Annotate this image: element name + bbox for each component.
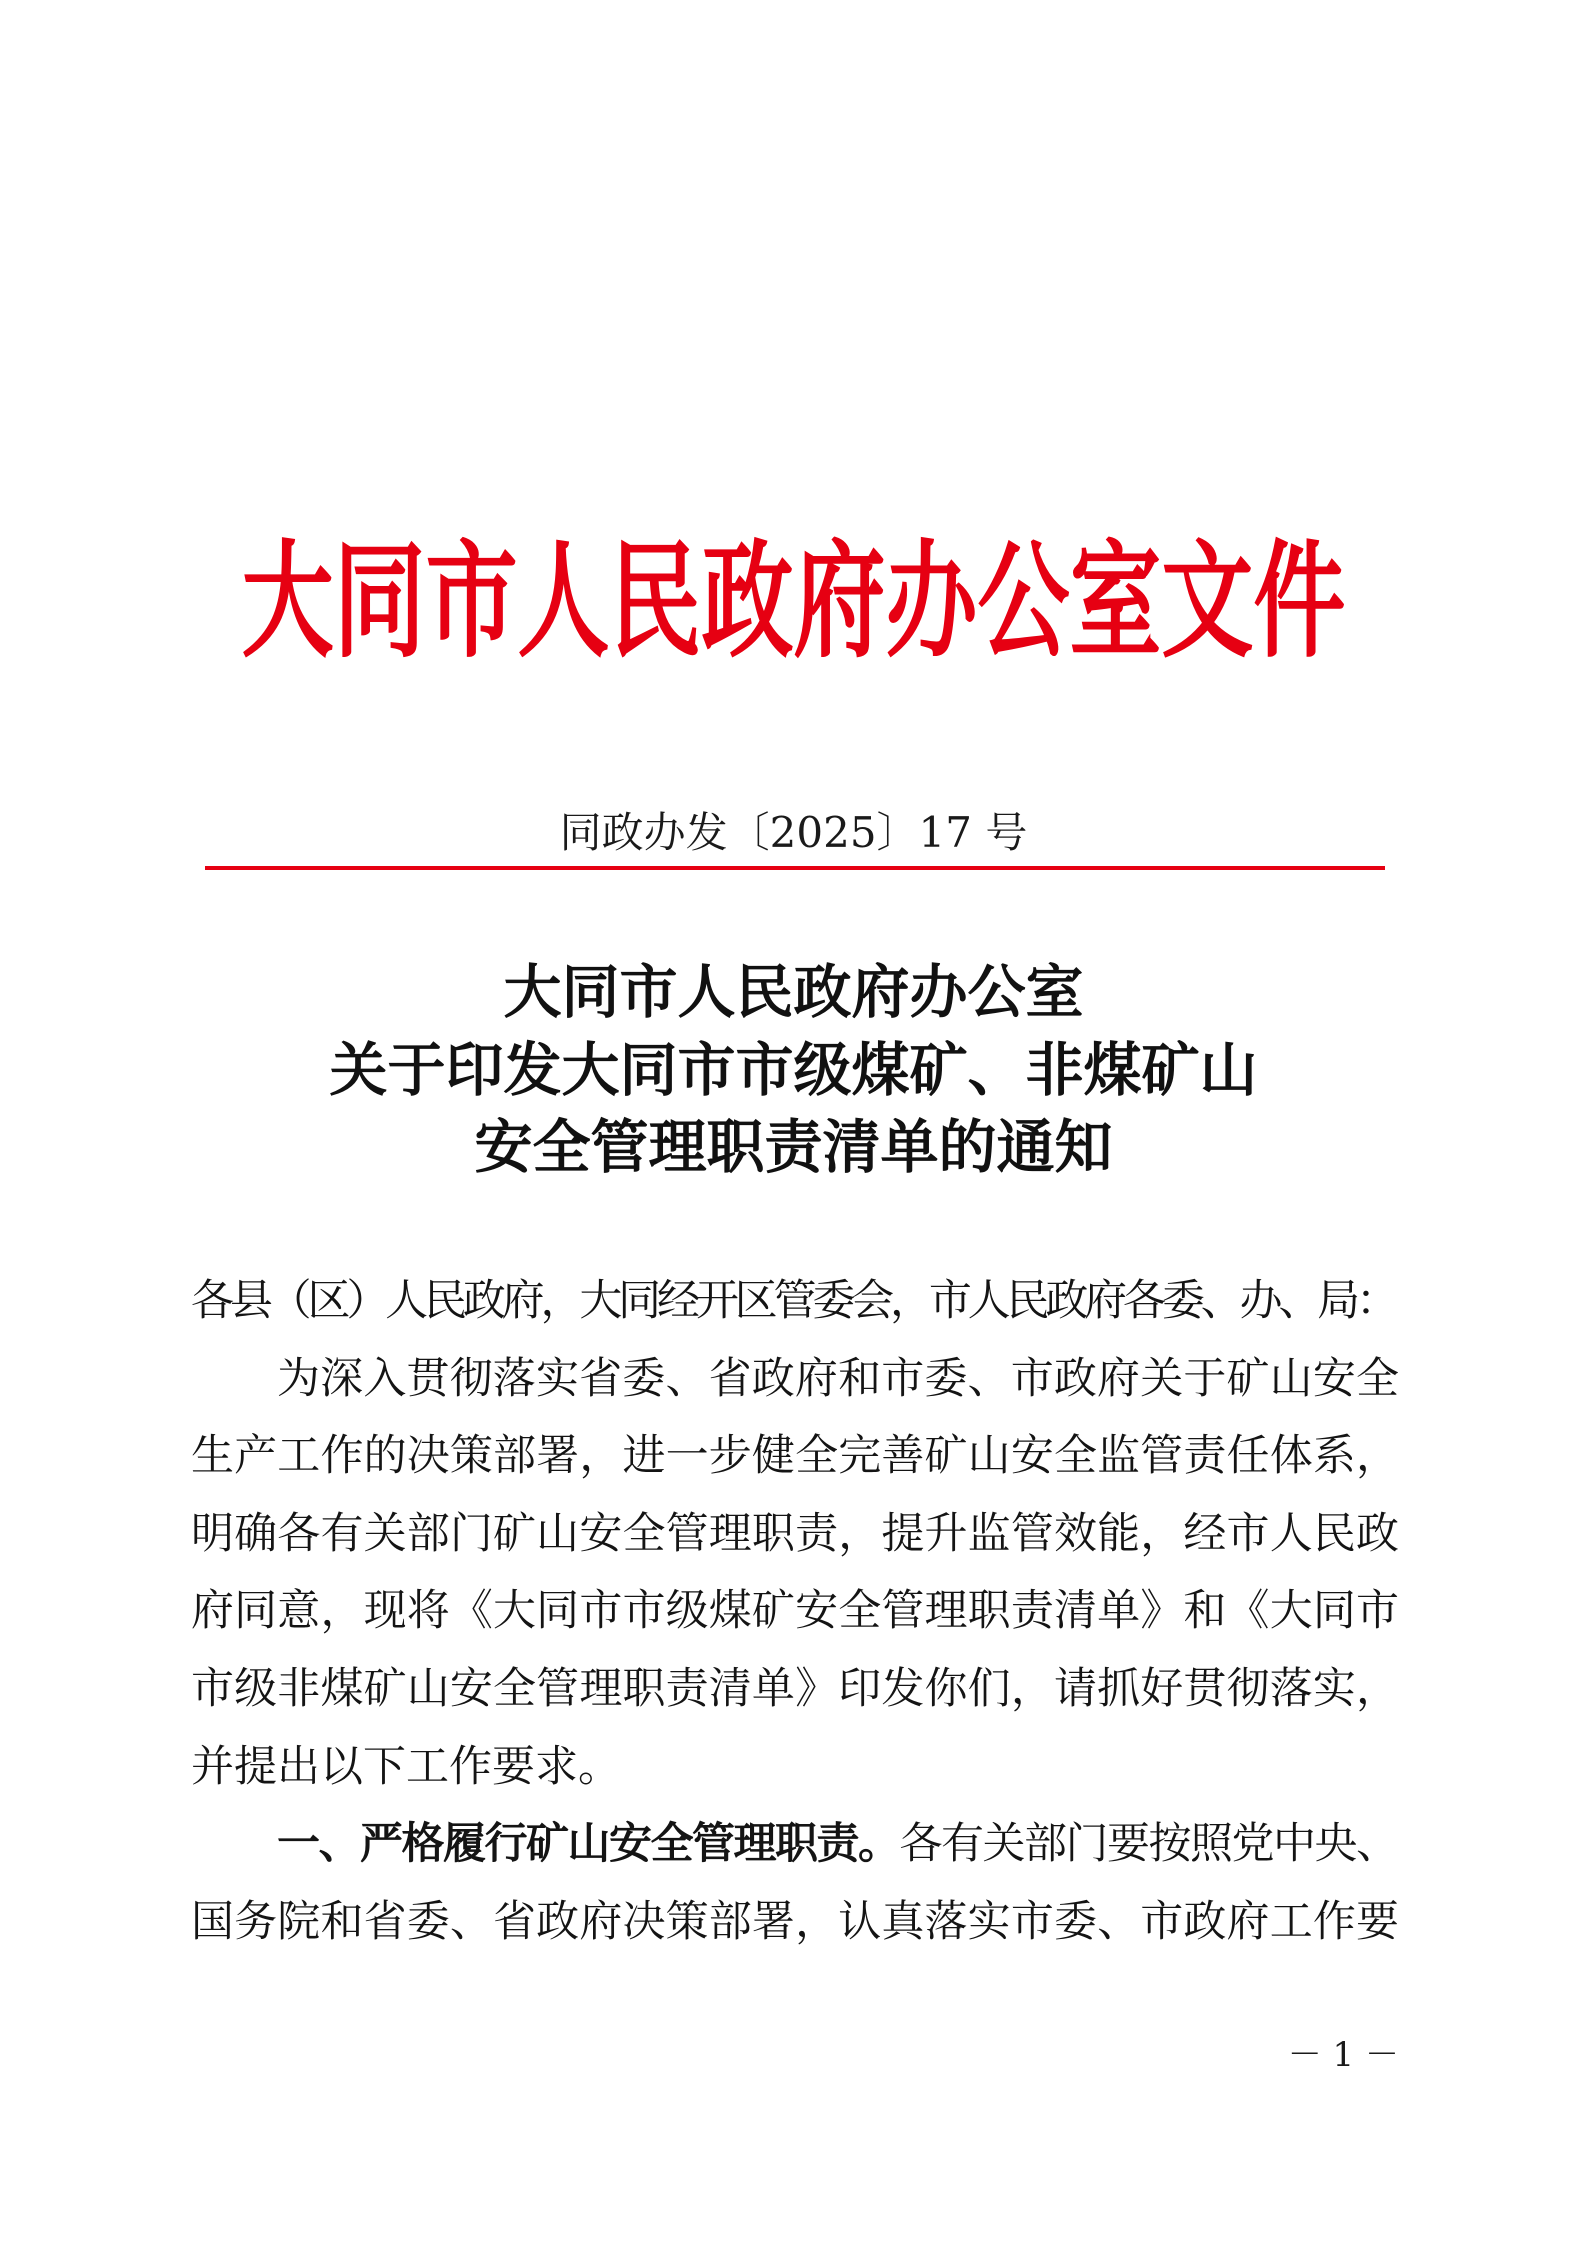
body-text (191, 1263, 1399, 1961)
body-line: 为深入贯彻落实省委、省政府和市委、市政府关于矿山安全 (277, 1353, 1400, 1404)
title-line: 大同市人民政府办公室 (503, 958, 1084, 1026)
body-line: 并提出以下工作要求。 (191, 1741, 621, 1792)
body-line (191, 1806, 1399, 1884)
body-line: 市级非煤矿山安全管理职责清单》印发你们，请抓好贯彻落实， (191, 1663, 1400, 1714)
page-number: － 1 － (1287, 2035, 1399, 2075)
issuer-title: 大同市人民政府办公室文件 (241, 527, 1346, 675)
body-line: 府同意，现将《大同市市级煤矿安全管理职责清单》和《大同市 (191, 1586, 1400, 1637)
body-line: 明确各有关部门矿山安全管理职责，提升监管效能，经市人民政 (191, 1508, 1400, 1559)
body-line-text: 各有关部门要按照党中央、 (899, 1819, 1398, 1870)
document-number: 同政办发〔2025〕17 号 (559, 808, 1028, 857)
document-title (0, 954, 1587, 1187)
paragraph (191, 1341, 1399, 1807)
title-line: 关于印发大同市市级煤矿、非煤矿山 (329, 1035, 1258, 1104)
red-separator-line (205, 866, 1385, 870)
body-line: 生产工作的决策部署，进一步健全完善矿山安全监管责任体系， (191, 1431, 1400, 1482)
title-line: 安全管理职责清单的通知 (474, 1113, 1113, 1181)
section-heading: 一、严格履行矿山安全管理职责。 (277, 1819, 900, 1870)
body-line: 国务院和省委、省政府决策部署，认真落实市委、市政府工作要 (191, 1896, 1400, 1947)
paragraph (191, 1806, 1399, 1961)
salutation: 各县（区）人民政府，大同经开区管委会，市人民政府各委、办、局： (191, 1276, 1395, 1326)
